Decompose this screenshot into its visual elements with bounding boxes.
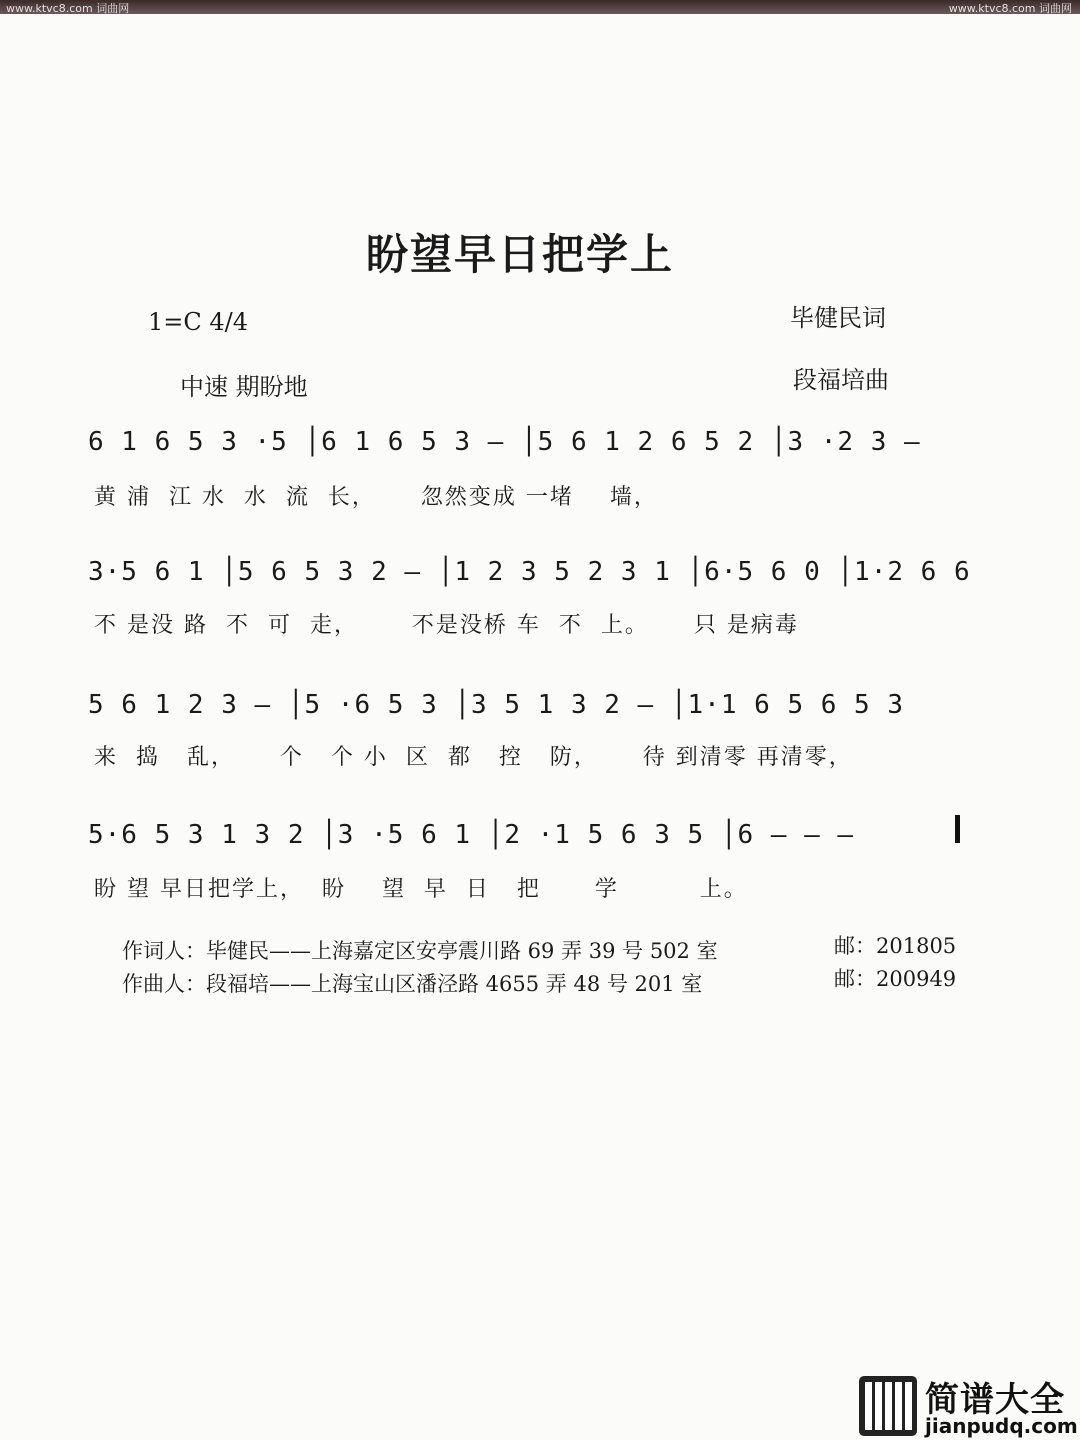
- lyricist-credit: 毕健民词: [790, 304, 886, 332]
- notation-line-3: 5 6 1 2 3 — │5 ·6 5 3 │3 5 1 3 2 — │1·1 6 5 6 5 3: [88, 690, 905, 720]
- brand-logo: [855, 1372, 1080, 1440]
- lyrics-line-2: 不 是没 路 不 可 走， 不是没桥 车 不 上。 只 是病毒: [94, 613, 799, 638]
- composer-address: 作曲人：段福培——上海宝山区潘泾路 4655 弄 48 号 201 室: [122, 972, 703, 996]
- lyricist-address: 作词人：毕健民——上海嘉定区安亭震川路 69 弄 39 号 502 室: [122, 939, 718, 963]
- watermark-left: www.ktvc8.com 词曲网: [6, 2, 130, 15]
- notation-line-2: 3·5 6 1 │5 6 5 3 2 — │1 2 3 5 2 3 1 │6·5 6 0 │1·2 6 6: [88, 557, 971, 587]
- composer-postal: 邮：200949: [834, 967, 957, 991]
- lyrics-line-4: 盼 望 早日把学上， 盼 望 早 日 把 学 上。: [94, 877, 748, 902]
- piano-icon: [859, 1376, 917, 1436]
- brand-url: jianpudq.com: [925, 1414, 1078, 1438]
- composer-credit: 段福培曲: [793, 366, 889, 394]
- lyricist-postal: 邮：201805: [834, 934, 957, 958]
- final-barline: [955, 815, 960, 843]
- notation-line-4: 5·6 5 3 1 3 2 │3 ·5 6 1 │2 ·1 5 6 3 5 │6 — — —: [88, 820, 855, 850]
- lyrics-line-3: 来 捣 乱， 个 个 小 区 都 控 防， 待 到清零 再清零，: [94, 745, 853, 770]
- key-signature: 1=C 4/4: [148, 308, 248, 336]
- top-banner: [0, 0, 1080, 14]
- watermark-right: www.ktvc8.com 词曲网: [948, 2, 1072, 15]
- lyrics-line-1: 黄 浦 江 水 水 流 长， 忽然变成 一堵 墙，: [94, 485, 658, 510]
- tempo-marking: 中速 期盼地: [180, 373, 308, 401]
- notation-line-1: 6 1 6 5 3 ·5 │6 1 6 5 3 — │5 6 1 2 6 5 2 │3 ·2 3 —: [88, 427, 921, 457]
- brand-name: 简谱大全: [925, 1380, 1065, 1420]
- song-title: 盼望早日把学上: [365, 230, 674, 279]
